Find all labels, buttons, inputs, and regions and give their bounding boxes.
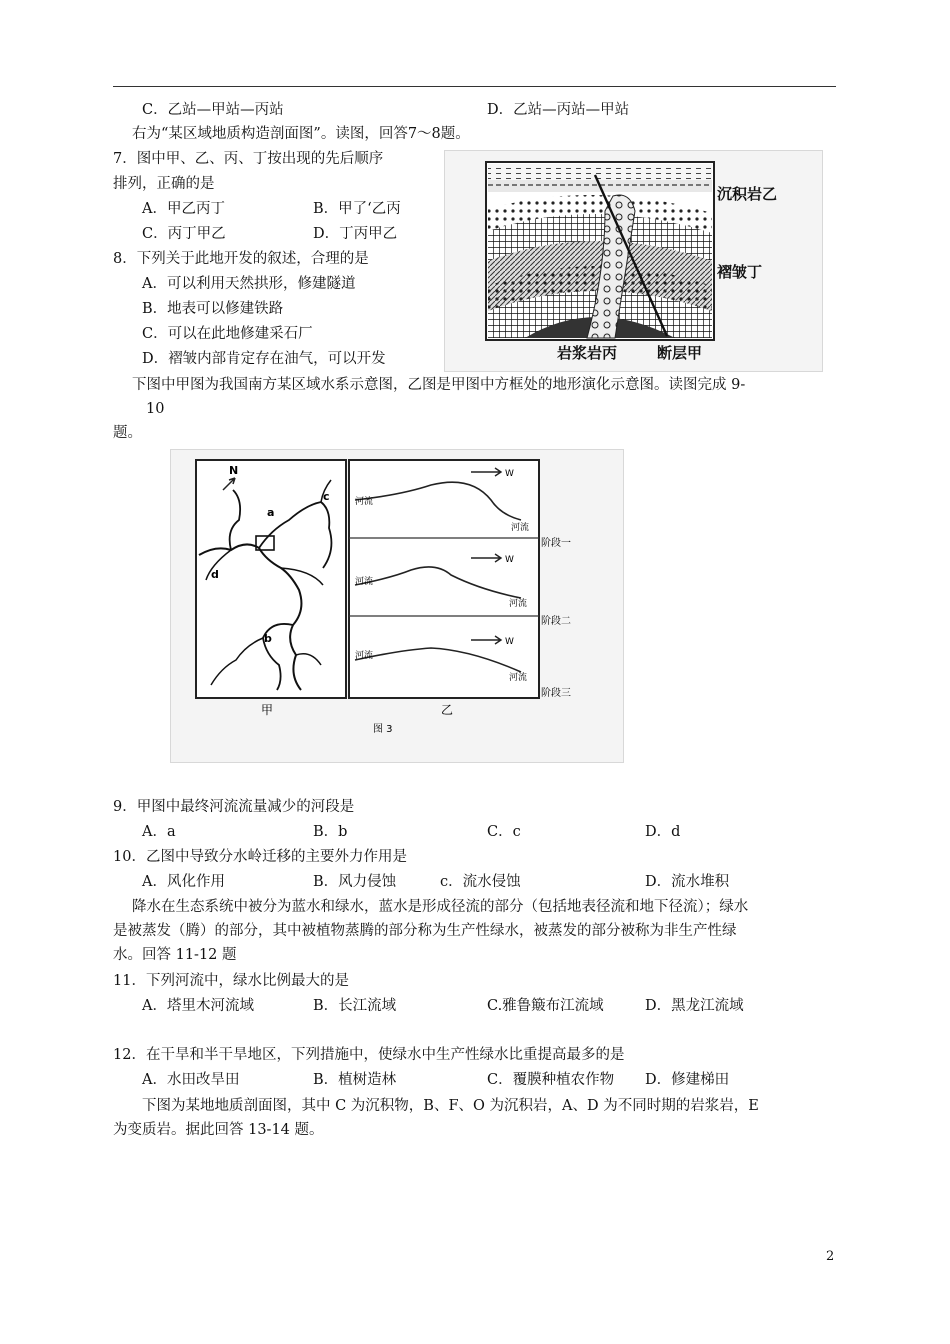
q10-option-c: c．流水侵蚀 — [440, 874, 521, 890]
wind-label-1: W — [505, 469, 514, 479]
q8-option-d: D．褶皱内部肯定存在油气，可以开发 — [142, 351, 386, 367]
q10-option-d: D．流水堆积 — [645, 874, 730, 890]
label-magma-rock: 岩浆岩丙 — [557, 344, 618, 362]
label-fold: 褶皱丁 — [717, 263, 763, 281]
label-fault: 断层甲 — [657, 344, 703, 362]
q8-option-b: B．地表可以修建铁路 — [142, 301, 284, 317]
river-label-1-right: 河流 — [511, 523, 530, 533]
q7-stem-line1: 7．图中甲、乙、丙、丁按出现的先后顺序 — [113, 151, 384, 167]
q7-stem-line2: 排列，正确的是 — [113, 176, 215, 192]
intro-11-12-line1: 降水在生态系统中被分为蓝水和绿水，蓝水是形成径流的部分（包括地表径流和地下径流）；绿水 — [132, 899, 749, 915]
stage-2-label: 阶段二 — [541, 616, 571, 627]
q12-option-c: C．覆膜种植农作物 — [487, 1072, 615, 1088]
river-a-label: a — [267, 506, 275, 519]
intro-9-10-line2: 10 — [146, 401, 165, 417]
intro-13-14-line1: 下图为某地地质剖面图，其中 C 为沉积物，B、F、O 为沉积岩，A、D 为不同时期的岩浆岩，E — [142, 1098, 759, 1114]
label-sediment-rock: 沉积岩乙 — [717, 185, 778, 203]
caption-jia: 甲 — [261, 703, 274, 717]
river-c-label: c — [323, 490, 330, 503]
river-system-drawing — [171, 450, 623, 762]
intro-7-8: 右为“某区域地质构造剖面图”。读图，回答7～8题。 — [132, 126, 470, 142]
q8-option-c: C．可以在此地修建采石厂 — [142, 326, 313, 342]
q11-option-b: B．长江流域 — [313, 998, 397, 1014]
q7-option-c: C．丙丁甲乙 — [142, 226, 226, 242]
q9-stem: 9．甲图中最终河流流量减少的河段是 — [113, 799, 355, 815]
q8-stem: 8．下列关于此地开发的叙述，合理的是 — [113, 251, 369, 267]
river-system-figure — [170, 449, 624, 763]
q10-stem: 10．乙图中导致分水岭迁移的主要外力作用是 — [113, 849, 407, 865]
q11-option-c: C.雅鲁簸布江流域 — [487, 998, 604, 1014]
river-d-label: d — [211, 568, 219, 581]
q8-option-a: A．可以利用天然拱形，修建隧道 — [142, 276, 356, 292]
q10-option-a: A．风化作用 — [142, 874, 225, 890]
header-rule — [113, 86, 836, 87]
intro-11-12-line3: 水。回答 11-12 题 — [113, 947, 237, 963]
wind-label-3: W — [505, 637, 514, 647]
intro-9-10-line3: 题。 — [113, 425, 142, 441]
q11-stem: 11．下列河流中，绿水比例最大的是 — [113, 973, 349, 989]
river-label-3-right: 河流 — [509, 673, 528, 683]
q11-option-d: D．黑龙江流域 — [645, 998, 744, 1014]
q12-option-d: D．修建梯田 — [645, 1072, 730, 1088]
q11-option-a: A．塔里木河流域 — [142, 998, 254, 1014]
intro-9-10-line1: 下图中甲图为我国南方某区域水系示意图，乙图是甲图中方框处的地形演化示意图。读图完成 9- — [132, 377, 746, 393]
intro-13-14-line2: 为变质岩。据此回答 13-14 题。 — [113, 1122, 324, 1138]
caption-yi: 乙 — [441, 703, 454, 717]
q9-option-a: A．a — [142, 824, 176, 840]
river-label-3-left: 河流 — [355, 651, 374, 661]
river-label-2-left: 河流 — [355, 577, 374, 587]
stage-1-label: 阶段一 — [541, 538, 571, 549]
intro-11-12-line2: 是被蒸发（腾）的部分，其中被植物蒸腾的部分称为生产性绿水，被蒸发的部分被称为非生产性绿 — [113, 923, 737, 939]
wind-label-2: W — [505, 555, 514, 565]
q9-option-c: C．c — [487, 824, 521, 840]
option-d-prev: D．乙站—丙站—甲站 — [487, 102, 630, 118]
q7-option-a: A．甲乙丙丁 — [142, 201, 225, 217]
river-label-2-right: 河流 — [509, 599, 528, 609]
q12-option-b: B．植树造林 — [313, 1072, 397, 1088]
q7-option-d: D．丁丙甲乙 — [313, 226, 398, 242]
q10-option-b: B．风力侵蚀 — [313, 874, 397, 890]
geologic-section-drawing — [445, 151, 822, 371]
geologic-section-figure — [444, 150, 823, 372]
q9-option-d: D．d — [645, 824, 681, 840]
north-label: N — [229, 464, 239, 477]
river-b-label: b — [264, 632, 272, 645]
page-number: 2 — [826, 1249, 835, 1264]
option-c-prev: C．乙站—甲站—丙站 — [142, 102, 284, 118]
q12-stem: 12．在干旱和半干旱地区，下列措施中，使绿水中生产性绿水比重提高最多的是 — [113, 1047, 625, 1063]
q9-option-b: B．b — [313, 824, 348, 840]
stage-3-label: 阶段三 — [541, 688, 571, 699]
figure-number: 图 3 — [373, 724, 393, 735]
river-label-1-left: 河流 — [355, 497, 374, 507]
q7-option-b: B．甲了‘乙丙 — [313, 201, 401, 217]
q12-option-a: A．水田改旱田 — [142, 1072, 240, 1088]
